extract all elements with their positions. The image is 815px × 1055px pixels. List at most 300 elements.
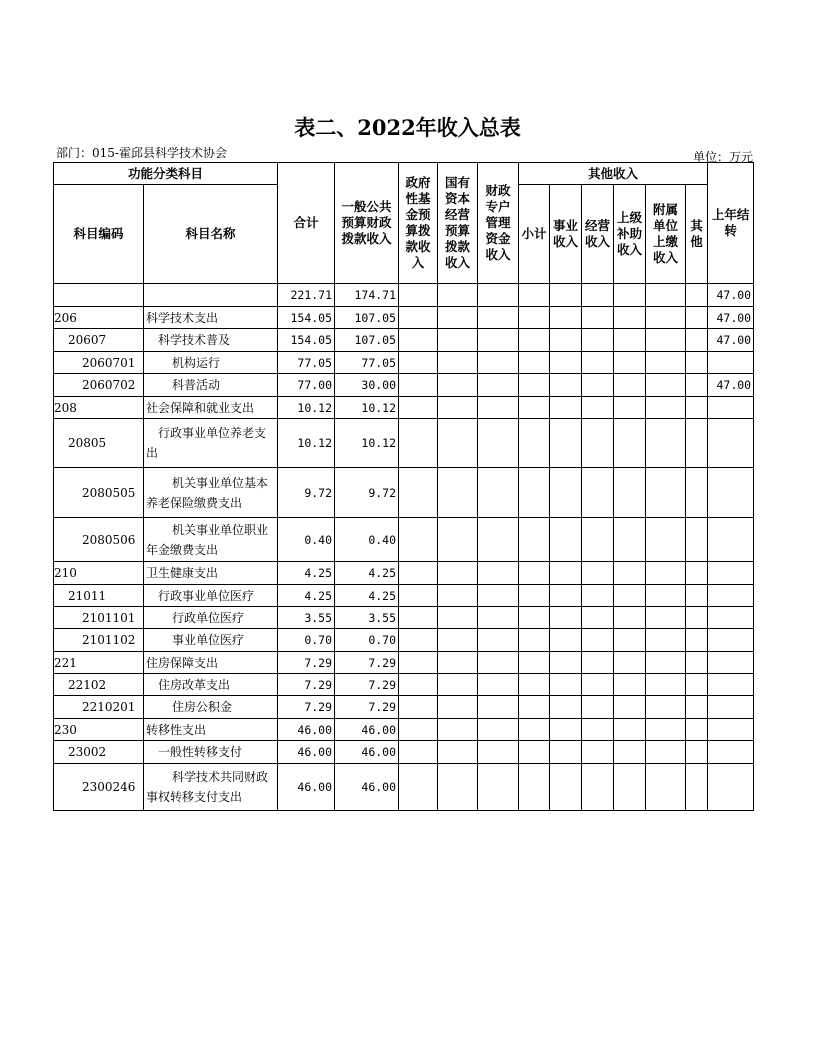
empty-cell bbox=[614, 374, 646, 397]
empty-cell bbox=[614, 307, 646, 329]
empty-cell bbox=[478, 585, 519, 607]
empty-cell bbox=[582, 719, 614, 741]
empty-cell bbox=[550, 674, 582, 696]
table-row bbox=[54, 652, 754, 674]
empty-cell bbox=[478, 284, 519, 307]
name-cell: 科学技术共同财政事权转移支付支出 bbox=[144, 764, 278, 811]
empty-cell bbox=[686, 468, 708, 518]
empty-cell bbox=[550, 518, 582, 562]
empty-cell bbox=[614, 397, 646, 419]
empty-cell bbox=[582, 352, 614, 374]
unit-label: 单位：万元 bbox=[692, 150, 753, 164]
empty-cell bbox=[646, 652, 686, 674]
empty-cell bbox=[438, 562, 478, 585]
empty-cell bbox=[399, 741, 438, 764]
empty-cell bbox=[399, 518, 438, 562]
empty-cell bbox=[519, 652, 550, 674]
empty-cell bbox=[550, 719, 582, 741]
code-cell: 221 bbox=[54, 652, 144, 674]
total-cell: 7.29 bbox=[278, 696, 335, 719]
empty-cell bbox=[686, 652, 708, 674]
table-row bbox=[54, 585, 754, 607]
general-cell: 107.05 bbox=[335, 329, 399, 352]
empty-cell bbox=[438, 696, 478, 719]
empty-cell bbox=[478, 696, 519, 719]
general-cell: 10.12 bbox=[335, 397, 399, 419]
code-cell: 2060702 bbox=[54, 374, 144, 397]
empty-cell bbox=[519, 741, 550, 764]
general-cell: 3.55 bbox=[335, 607, 399, 629]
empty-cell bbox=[550, 764, 582, 811]
total-cell: 46.00 bbox=[278, 764, 335, 811]
general-cell: 174.71 bbox=[335, 284, 399, 307]
carryover-cell bbox=[708, 719, 754, 741]
empty-cell bbox=[438, 329, 478, 352]
empty-cell bbox=[438, 674, 478, 696]
empty-cell bbox=[686, 741, 708, 764]
total-cell: 46.00 bbox=[278, 719, 335, 741]
code-cell: 2300246 bbox=[54, 764, 144, 811]
header-subtotal: 小计 bbox=[519, 185, 550, 284]
table-row bbox=[54, 352, 754, 374]
general-cell: 10.12 bbox=[335, 419, 399, 468]
empty-cell bbox=[614, 329, 646, 352]
carryover-cell bbox=[708, 468, 754, 518]
general-cell: 0.40 bbox=[335, 518, 399, 562]
code-cell: 22102 bbox=[54, 674, 144, 696]
empty-cell bbox=[399, 674, 438, 696]
empty-cell bbox=[582, 284, 614, 307]
empty-cell bbox=[519, 696, 550, 719]
name-cell: 机构运行 bbox=[144, 352, 278, 374]
general-cell: 7.29 bbox=[335, 652, 399, 674]
carryover-cell: 47.00 bbox=[708, 329, 754, 352]
name-cell: 科学技术普及 bbox=[144, 329, 278, 352]
empty-cell bbox=[438, 284, 478, 307]
empty-cell bbox=[478, 518, 519, 562]
empty-cell bbox=[686, 719, 708, 741]
empty-cell bbox=[399, 374, 438, 397]
empty-cell bbox=[646, 352, 686, 374]
page-title: 表二、2022年收入总表 bbox=[294, 115, 521, 140]
total-cell: 7.29 bbox=[278, 674, 335, 696]
empty-cell bbox=[519, 719, 550, 741]
total-cell: 4.25 bbox=[278, 562, 335, 585]
empty-cell bbox=[478, 562, 519, 585]
empty-cell bbox=[646, 468, 686, 518]
table-row bbox=[54, 419, 754, 468]
carryover-cell: 47.00 bbox=[708, 284, 754, 307]
name-cell: 转移性支出 bbox=[144, 719, 278, 741]
empty-cell bbox=[686, 562, 708, 585]
empty-cell bbox=[519, 374, 550, 397]
name-cell: 行政事业单位养老支出 bbox=[144, 419, 278, 468]
table-row bbox=[54, 374, 754, 397]
empty-cell bbox=[614, 518, 646, 562]
general-cell: 77.05 bbox=[335, 352, 399, 374]
empty-cell bbox=[519, 629, 550, 652]
name-cell: 事业单位医疗 bbox=[144, 629, 278, 652]
total-cell: 46.00 bbox=[278, 741, 335, 764]
empty-cell bbox=[550, 468, 582, 518]
empty-cell bbox=[550, 652, 582, 674]
empty-cell bbox=[478, 307, 519, 329]
table-row bbox=[54, 741, 754, 764]
empty-cell bbox=[519, 352, 550, 374]
empty-cell bbox=[438, 374, 478, 397]
empty-cell bbox=[614, 607, 646, 629]
code-cell: 2101102 bbox=[54, 629, 144, 652]
header-special: 财政专户管理资金收入 bbox=[478, 163, 519, 284]
code-cell: 230 bbox=[54, 719, 144, 741]
table-row bbox=[54, 607, 754, 629]
carryover-cell bbox=[708, 629, 754, 652]
code-cell: 20805 bbox=[54, 419, 144, 468]
empty-cell bbox=[438, 629, 478, 652]
empty-cell bbox=[646, 397, 686, 419]
empty-cell bbox=[519, 419, 550, 468]
empty-cell bbox=[399, 307, 438, 329]
empty-cell bbox=[519, 674, 550, 696]
name-cell: 住房保障支出 bbox=[144, 652, 278, 674]
carryover-cell bbox=[708, 397, 754, 419]
table-row bbox=[54, 764, 754, 811]
empty-cell bbox=[399, 719, 438, 741]
empty-cell bbox=[646, 629, 686, 652]
empty-cell bbox=[478, 607, 519, 629]
empty-cell bbox=[399, 562, 438, 585]
total-cell: 3.55 bbox=[278, 607, 335, 629]
empty-cell bbox=[614, 419, 646, 468]
total-cell: 0.40 bbox=[278, 518, 335, 562]
name-cell: 住房改革支出 bbox=[144, 674, 278, 696]
empty-cell bbox=[399, 764, 438, 811]
empty-cell bbox=[686, 284, 708, 307]
empty-cell bbox=[582, 419, 614, 468]
code-cell: 20607 bbox=[54, 329, 144, 352]
empty-cell bbox=[438, 307, 478, 329]
empty-cell bbox=[614, 585, 646, 607]
empty-cell bbox=[550, 741, 582, 764]
empty-cell bbox=[478, 352, 519, 374]
empty-cell bbox=[399, 652, 438, 674]
empty-cell bbox=[519, 397, 550, 419]
empty-cell bbox=[614, 629, 646, 652]
header-operating: 经营收入 bbox=[582, 185, 614, 284]
empty-cell bbox=[686, 329, 708, 352]
table-row bbox=[54, 468, 754, 518]
empty-cell bbox=[582, 397, 614, 419]
total-cell: 221.71 bbox=[278, 284, 335, 307]
name-cell: 机关事业单位职业年金缴费支出 bbox=[144, 518, 278, 562]
empty-cell bbox=[399, 397, 438, 419]
empty-cell bbox=[614, 764, 646, 811]
code-cell: 210 bbox=[54, 562, 144, 585]
empty-cell bbox=[519, 329, 550, 352]
carryover-cell bbox=[708, 674, 754, 696]
empty-cell bbox=[519, 607, 550, 629]
empty-cell bbox=[478, 719, 519, 741]
carryover-cell: 47.00 bbox=[708, 307, 754, 329]
empty-cell bbox=[646, 307, 686, 329]
empty-cell bbox=[478, 764, 519, 811]
total-cell: 9.72 bbox=[278, 468, 335, 518]
header-total: 合计 bbox=[278, 163, 335, 284]
empty-cell bbox=[438, 397, 478, 419]
empty-cell bbox=[582, 374, 614, 397]
empty-cell bbox=[646, 284, 686, 307]
code-cell: 206 bbox=[54, 307, 144, 329]
empty-cell bbox=[686, 629, 708, 652]
empty-cell bbox=[550, 696, 582, 719]
empty-cell bbox=[582, 629, 614, 652]
empty-cell bbox=[550, 397, 582, 419]
empty-cell bbox=[686, 674, 708, 696]
empty-cell bbox=[399, 419, 438, 468]
empty-cell bbox=[519, 284, 550, 307]
empty-cell bbox=[438, 518, 478, 562]
header-carryover: 上年结转 bbox=[708, 163, 754, 284]
empty-cell bbox=[646, 764, 686, 811]
header-affiliated: 附属单位上缴收入 bbox=[646, 185, 686, 284]
table-row bbox=[54, 329, 754, 352]
name-cell: 科普活动 bbox=[144, 374, 278, 397]
empty-cell bbox=[614, 284, 646, 307]
general-cell: 4.25 bbox=[335, 562, 399, 585]
header-func-group: 功能分类科目 bbox=[54, 163, 278, 185]
header-business: 事业收入 bbox=[550, 185, 582, 284]
empty-cell bbox=[438, 585, 478, 607]
empty-cell bbox=[519, 468, 550, 518]
empty-cell bbox=[438, 652, 478, 674]
name-cell: 住房公积金 bbox=[144, 696, 278, 719]
empty-cell bbox=[399, 607, 438, 629]
empty-cell bbox=[478, 397, 519, 419]
empty-cell bbox=[438, 607, 478, 629]
empty-cell bbox=[646, 374, 686, 397]
table-row bbox=[54, 397, 754, 419]
empty-cell bbox=[550, 562, 582, 585]
empty-cell bbox=[646, 585, 686, 607]
empty-cell bbox=[438, 419, 478, 468]
empty-cell bbox=[399, 629, 438, 652]
empty-cell bbox=[550, 374, 582, 397]
empty-cell bbox=[582, 468, 614, 518]
header-name: 科目名称 bbox=[144, 185, 278, 284]
empty-cell bbox=[438, 468, 478, 518]
name-cell: 卫生健康支出 bbox=[144, 562, 278, 585]
carryover-cell bbox=[708, 352, 754, 374]
header-other: 其他 bbox=[686, 185, 708, 284]
empty-cell bbox=[438, 352, 478, 374]
code-cell: 2080505 bbox=[54, 468, 144, 518]
empty-cell bbox=[582, 329, 614, 352]
code-cell: 21011 bbox=[54, 585, 144, 607]
empty-cell bbox=[478, 652, 519, 674]
empty-cell bbox=[550, 419, 582, 468]
empty-cell bbox=[582, 307, 614, 329]
total-cell: 10.12 bbox=[278, 419, 335, 468]
general-cell: 30.00 bbox=[335, 374, 399, 397]
carryover-cell bbox=[708, 764, 754, 811]
empty-cell bbox=[478, 419, 519, 468]
carryover-cell bbox=[708, 518, 754, 562]
general-cell: 4.25 bbox=[335, 585, 399, 607]
empty-cell bbox=[519, 307, 550, 329]
empty-cell bbox=[614, 741, 646, 764]
empty-cell bbox=[646, 419, 686, 468]
empty-cell bbox=[582, 741, 614, 764]
table-row bbox=[54, 562, 754, 585]
empty-cell bbox=[478, 329, 519, 352]
empty-cell bbox=[686, 374, 708, 397]
header-general: 一般公共预算财政拨款收入 bbox=[335, 163, 399, 284]
empty-cell bbox=[438, 719, 478, 741]
empty-cell bbox=[646, 741, 686, 764]
empty-cell bbox=[550, 329, 582, 352]
empty-cell bbox=[686, 352, 708, 374]
carryover-cell bbox=[708, 741, 754, 764]
name-cell: 行政单位医疗 bbox=[144, 607, 278, 629]
header-gov-fund: 政府性基金预算拨款收入 bbox=[399, 163, 438, 284]
empty-cell bbox=[646, 562, 686, 585]
empty-cell bbox=[399, 284, 438, 307]
code-cell: 2080506 bbox=[54, 518, 144, 562]
total-cell: 4.25 bbox=[278, 585, 335, 607]
table-row bbox=[54, 719, 754, 741]
general-cell: 46.00 bbox=[335, 741, 399, 764]
empty-cell bbox=[646, 518, 686, 562]
empty-cell bbox=[582, 607, 614, 629]
name-cell: 社会保障和就业支出 bbox=[144, 397, 278, 419]
empty-cell bbox=[399, 468, 438, 518]
empty-cell bbox=[582, 674, 614, 696]
header-other-group: 其他收入 bbox=[519, 163, 708, 185]
code-cell: 2210201 bbox=[54, 696, 144, 719]
empty-cell bbox=[478, 674, 519, 696]
empty-cell bbox=[582, 562, 614, 585]
empty-cell bbox=[519, 562, 550, 585]
general-cell: 9.72 bbox=[335, 468, 399, 518]
empty-cell bbox=[478, 468, 519, 518]
empty-cell bbox=[646, 719, 686, 741]
table-row bbox=[54, 674, 754, 696]
table-row bbox=[54, 629, 754, 652]
empty-cell bbox=[399, 585, 438, 607]
name-cell: 行政事业单位医疗 bbox=[144, 585, 278, 607]
empty-cell bbox=[582, 764, 614, 811]
carryover-cell bbox=[708, 585, 754, 607]
empty-cell bbox=[646, 329, 686, 352]
empty-cell bbox=[550, 352, 582, 374]
empty-cell bbox=[686, 307, 708, 329]
empty-cell bbox=[550, 585, 582, 607]
income-summary-table bbox=[53, 162, 754, 811]
header-subsidy: 上级补助收入 bbox=[614, 185, 646, 284]
general-cell: 46.00 bbox=[335, 719, 399, 741]
total-cell: 154.05 bbox=[278, 307, 335, 329]
empty-cell bbox=[646, 607, 686, 629]
name-cell bbox=[144, 284, 278, 307]
name-cell: 一般性转移支付 bbox=[144, 741, 278, 764]
header-state-capital: 国有资本经营预算拨款收入 bbox=[438, 163, 478, 284]
name-cell: 科学技术支出 bbox=[144, 307, 278, 329]
general-cell: 7.29 bbox=[335, 674, 399, 696]
code-cell: 208 bbox=[54, 397, 144, 419]
empty-cell bbox=[686, 696, 708, 719]
table-row bbox=[54, 518, 754, 562]
general-cell: 7.29 bbox=[335, 696, 399, 719]
empty-cell bbox=[686, 419, 708, 468]
empty-cell bbox=[686, 518, 708, 562]
empty-cell bbox=[478, 629, 519, 652]
empty-cell bbox=[614, 719, 646, 741]
carryover-cell bbox=[708, 419, 754, 468]
empty-cell bbox=[478, 741, 519, 764]
empty-cell bbox=[646, 696, 686, 719]
carryover-cell bbox=[708, 652, 754, 674]
empty-cell bbox=[686, 585, 708, 607]
carryover-cell bbox=[708, 562, 754, 585]
empty-cell bbox=[614, 696, 646, 719]
header-code: 科目编码 bbox=[54, 185, 144, 284]
name-cell: 机关事业单位基本养老保险缴费支出 bbox=[144, 468, 278, 518]
empty-cell bbox=[614, 352, 646, 374]
empty-cell bbox=[686, 607, 708, 629]
empty-cell bbox=[582, 652, 614, 674]
empty-cell bbox=[519, 764, 550, 811]
empty-cell bbox=[399, 352, 438, 374]
total-cell: 7.29 bbox=[278, 652, 335, 674]
general-cell: 107.05 bbox=[335, 307, 399, 329]
general-cell: 0.70 bbox=[335, 629, 399, 652]
empty-cell bbox=[478, 374, 519, 397]
code-cell: 23002 bbox=[54, 741, 144, 764]
empty-cell bbox=[550, 629, 582, 652]
table-row bbox=[54, 284, 754, 307]
code-cell: 2101101 bbox=[54, 607, 144, 629]
empty-cell bbox=[519, 518, 550, 562]
department-label: 部门：015-霍邱县科学技术协会 bbox=[56, 146, 227, 160]
general-cell: 46.00 bbox=[335, 764, 399, 811]
empty-cell bbox=[582, 518, 614, 562]
empty-cell bbox=[550, 284, 582, 307]
carryover-cell bbox=[708, 696, 754, 719]
empty-cell bbox=[614, 468, 646, 518]
total-cell: 77.00 bbox=[278, 374, 335, 397]
empty-cell bbox=[686, 764, 708, 811]
carryover-cell: 47.00 bbox=[708, 374, 754, 397]
empty-cell bbox=[686, 397, 708, 419]
empty-cell bbox=[399, 696, 438, 719]
empty-cell bbox=[582, 585, 614, 607]
total-cell: 154.05 bbox=[278, 329, 335, 352]
empty-cell bbox=[550, 307, 582, 329]
empty-cell bbox=[438, 764, 478, 811]
code-cell: 2060701 bbox=[54, 352, 144, 374]
total-cell: 77.05 bbox=[278, 352, 335, 374]
table-row bbox=[54, 696, 754, 719]
empty-cell bbox=[399, 329, 438, 352]
empty-cell bbox=[550, 607, 582, 629]
empty-cell bbox=[582, 696, 614, 719]
empty-cell bbox=[519, 585, 550, 607]
empty-cell bbox=[438, 741, 478, 764]
empty-cell bbox=[614, 674, 646, 696]
code-cell bbox=[54, 284, 144, 307]
empty-cell bbox=[646, 674, 686, 696]
table-row bbox=[54, 307, 754, 329]
